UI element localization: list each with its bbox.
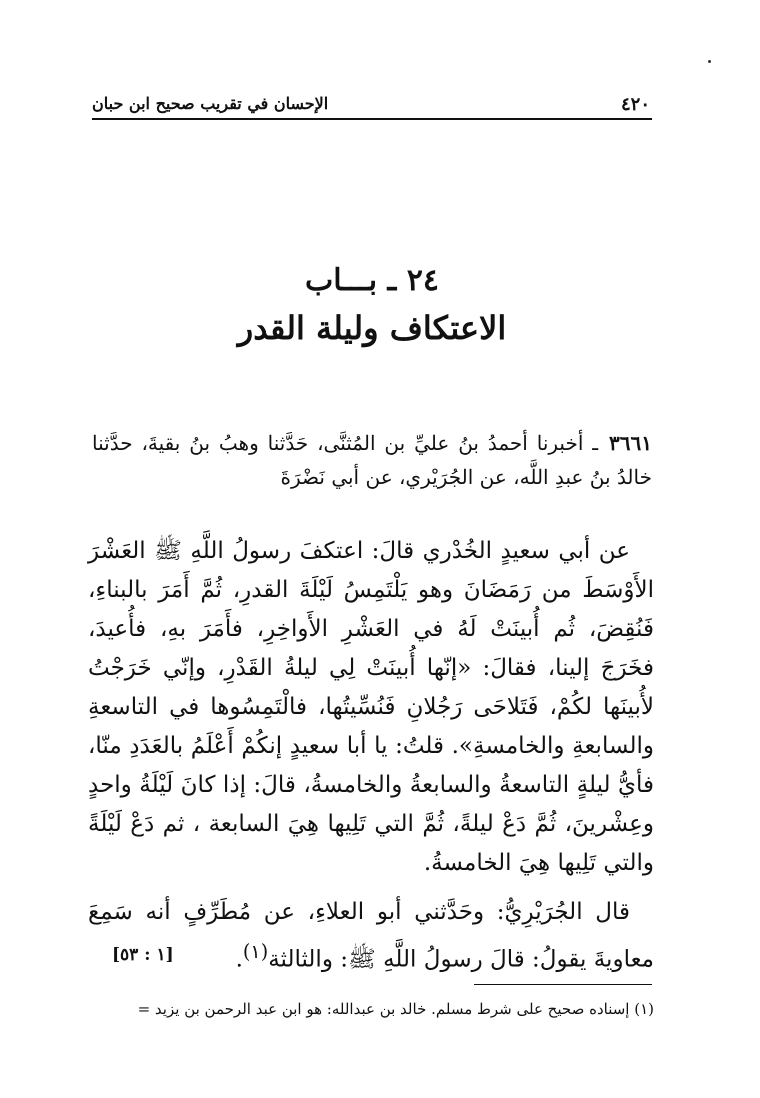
footnote-marker: (١) — [242, 940, 269, 963]
footnote: (١) إسناده صحيح على شرط مسلم. خالد بن عبدالله: هو ابن عبد الرحمن بن يزيد = — [137, 1000, 654, 1018]
addendum-paragraph: قال الجُرَيْرِيُّ: وحَدَّثني أبو العلاءِ، عن مُطَرِّفٍ أنه سَمِعَ معاويةَ يقولُ: قالَ رسولُ اللَّهِ ﷺ: والثالثة$^{(١)}$. [١ : ٥٣] — [88, 893, 654, 980]
hadith-body — [88, 532, 654, 980]
addendum-text: قال الجُرَيْرِيُّ: وحَدَّثني أبو العلاءِ، عن مُطَرِّفٍ أنه سَمِعَ معاويةَ يقولُ: قالَ رسولُ اللَّهِ ﷺ: والثالثة — [88, 899, 654, 973]
chapter-number: ٢٤ ـ بـــاب — [304, 263, 439, 298]
matn-text: عن أبي سعيدٍ الخُدْري قالَ: اعتكفَ رسولُ اللَّهِ ﷺ العَشْرَ الأَوْسَطَ من رَمَضَانَ وهو يَلْتَمِسُ لَيْلَةَ القدرِ، ثُمَّ أَمَرَ بالبناءِ، فَنُقِضَ، ثُم أُبينَتْ لَهُ في العَشْرِ الأَواخِرِ، فأَمَرَ بهِ، فأُعيدَ، فخَرَجَ إلينا، فقالَ: «إنّها أُبينَتْ لِي ليلةُ القَدْرِ، وإنّي خَرَجْتُ لأُبينَها لكُمْ، فَتَلاحَى رَجُلانِ فَنُسِّيتُها، فالْتَمِسُوها في التاسعةِ والسابعةِ والخامسةِ». قلتُ: يا أبا سعيدٍ إنكُمْ أَعْلَمُ بالعَدَدِ منّا، فأيُّ ليلةٍ التاسعةُ والسابعةُ والخامسةُ، قالَ: إذا كانَ لَيْلَةُ واحدٍ وعِشْرينَ، ثُمَّ دَعْ ليلةً، ثُمَّ التي تَلِيها هِيَ السابعة ، ثم دَعْ لَيْلَةً والتي تَلِيها هِيَ الخامسةُ. — [88, 538, 654, 876]
stray-dot — [708, 60, 711, 63]
isnad-text: ـ أخبرنا أحمدُ بنُ عليِّ بن المُثنَّى، حَدَّثنا وهبُ بنُ بقيةَ، حدَّثنا خالدُ بنُ عبدِ اللَّه، عن الجُرَيْري، عن أبي نَضْرَةَ — [92, 431, 652, 489]
page-header — [92, 92, 652, 120]
page-number: ٤٢٠ — [620, 94, 650, 115]
chapter-title: الاعتكاف وليلة القدر — [237, 309, 507, 347]
running-title: الإحسان في تقريب صحيح ابن حبان — [92, 94, 329, 113]
hadith-number: ٣٦٦١ — [609, 431, 652, 455]
hadith-isnad — [92, 426, 652, 494]
footnote-separator — [474, 984, 652, 985]
source-reference: [١ : ٥٣] — [112, 945, 174, 965]
chapter-heading — [92, 258, 652, 352]
